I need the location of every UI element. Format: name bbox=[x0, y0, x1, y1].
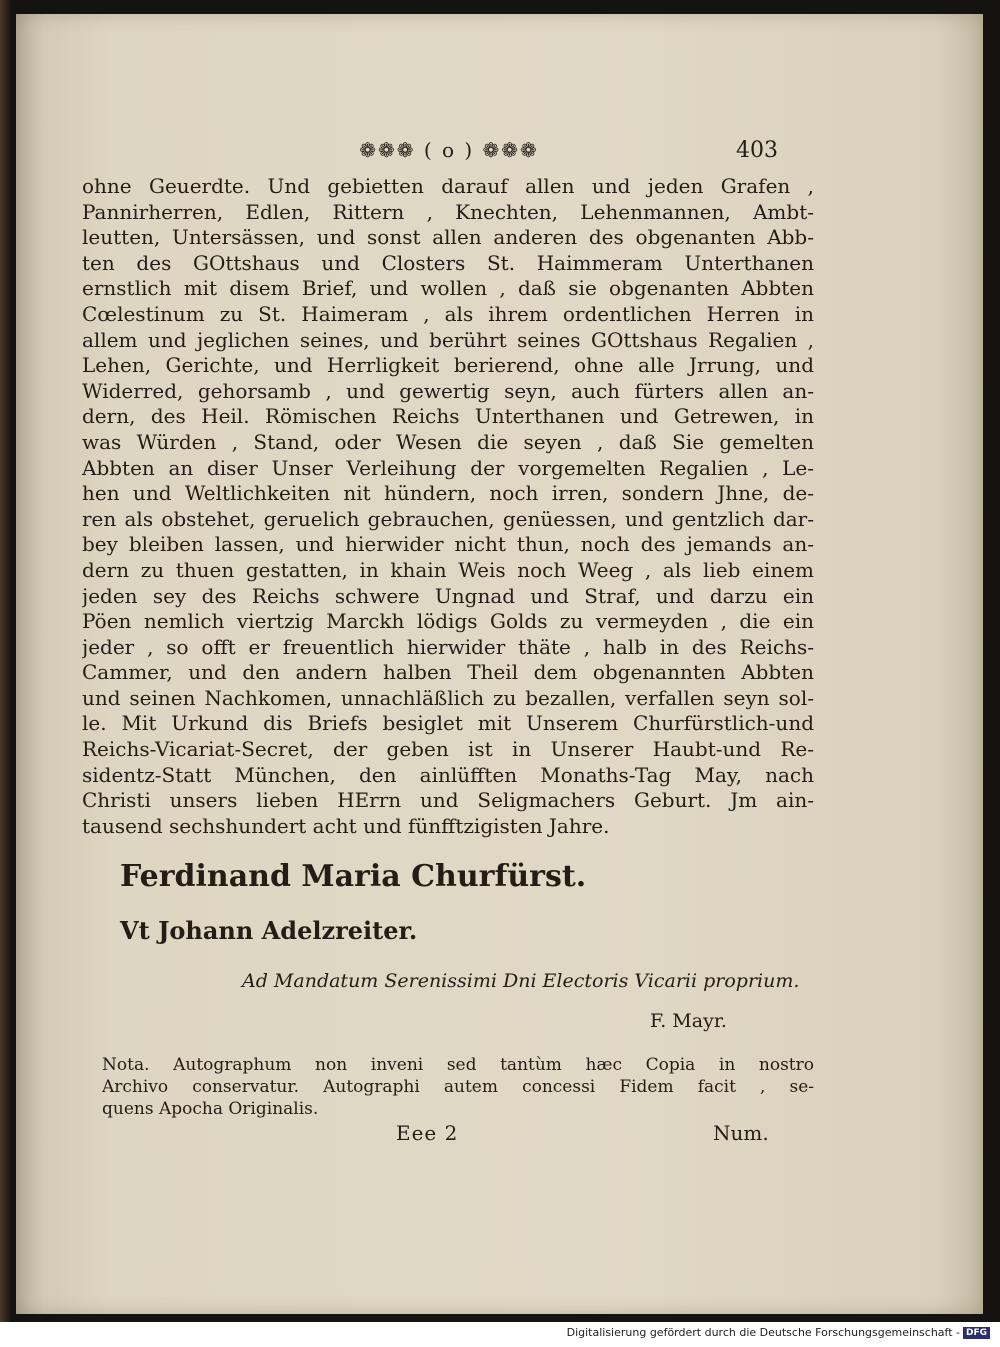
elector-signature: Ferdinand Maria Churfürst. bbox=[120, 859, 587, 894]
signature-mark: Eee 2 bbox=[396, 1121, 459, 1145]
mandate-line: Ad Mandatum Serenissimi Dni Electoris Vicarii proprium. bbox=[242, 970, 800, 992]
dfg-logo: DFG bbox=[963, 1327, 990, 1339]
text-line: dern, des Heil. Römischen Reichs Unterthanen und Getrewen, in bbox=[82, 404, 814, 429]
text-line: sidentz-Statt München, den ainlüfften Monaths-Tag May, nach bbox=[82, 762, 814, 787]
text-line: jeden sey des Reichs schwere Ungnad und Straf, und darzu ein bbox=[82, 583, 814, 608]
countersignature: Vt Johann Adelzreiter. bbox=[120, 916, 418, 945]
body-text bbox=[82, 174, 814, 839]
nota-line: Archivo conservatur. Autographi autem concessi Fidem facit , se- bbox=[102, 1077, 814, 1097]
text-line: jeder , so offt er freuentlich hierwider thäte , halb in des Reichs- bbox=[82, 634, 814, 659]
text-line: Abbten an diser Unser Verleihung der vorgemelten Regalien , Le- bbox=[82, 455, 814, 480]
text-line: Reichs-Vicariat-Secret, der geben ist in Unserer Haubt-und Re- bbox=[82, 737, 814, 762]
text-line: Lehen, Gerichte, und Herrligkeit berierend, ohne alle Jrrung, und bbox=[82, 353, 814, 378]
text-line: tausend sechshundert acht und fünfftzigisten Jahre. bbox=[82, 813, 610, 838]
nota-line: quens Apocha Originalis. bbox=[102, 1099, 319, 1119]
text-line: ohne Geuerdte. Und gebietten darauf allen und jeden Grafen , bbox=[82, 174, 814, 198]
book-page bbox=[16, 14, 983, 1314]
text-line: Cammer, und den andern halben Theil dem obgenannten Abbten bbox=[82, 660, 814, 685]
text-line: Cœlestinum zu St. Haimeram , als ihrem ordentlichen Herren in bbox=[82, 301, 814, 326]
text-line: ernstlich mit disem Brief, und wollen , daß sie obgenanten Abbten bbox=[82, 276, 814, 301]
footer-text: Digitalisierung gefördert durch die Deutsche Forschungsgemeinschaft - bbox=[566, 1326, 960, 1339]
text-line: bey bleiben lassen, und hierwider nicht thun, noch des jemands an- bbox=[82, 532, 814, 557]
text-line: dern zu thuen gestatten, in khain Weis noch Weeg , als lieb einem bbox=[82, 557, 814, 582]
text-line: ren als obstehet, geruelich gebrauchen, genüessen, und gentzlich dar- bbox=[82, 506, 814, 531]
text-line: ten des GOttshaus und Closters St. Haimmeram Unterthanen bbox=[82, 250, 814, 275]
nota-paragraph bbox=[102, 1054, 814, 1120]
text-line: Christi unsers lieben HErrn und Seligmachers Geburt. Jm ain- bbox=[82, 788, 814, 813]
digitization-footer bbox=[0, 1326, 990, 1344]
text-line: Pannirherren, Edlen, Rittern , Knechten, Lehenmannen, Ambt- bbox=[82, 199, 814, 224]
page-number: 403 bbox=[736, 138, 778, 163]
secretary-name: F. Mayr. bbox=[650, 1010, 727, 1032]
book-edge bbox=[0, 0, 10, 1322]
nota-line: Nota. Autographum non inveni sed tantùm hæc Copia in nostro bbox=[102, 1055, 814, 1075]
text-line: und seinen Nachkomen, unnachläßlich zu bezallen, verfallen seyn sol- bbox=[82, 685, 814, 710]
text-line: Pöen nemlich viertzig Marckh lödigs Golds zu vermeyden , die ein bbox=[82, 609, 814, 634]
header-ornament: ❁❁❁ ( o ) ❁❁❁ bbox=[359, 138, 539, 162]
text-line: leutten, Untersässen, und sonst allen anderen des obgenanten Abb- bbox=[82, 225, 814, 250]
text-line: was Würden , Stand, oder Wesen die seyen , daß Sie gemelten bbox=[82, 429, 814, 454]
text-line: hen und Weltlichkeiten nit hündern, noch irren, sondern Jhne, de- bbox=[82, 481, 814, 506]
text-line: allem und jeglichen seines, und berührt seines GOttshaus Regalien , bbox=[82, 327, 814, 352]
text-line: Widerred, gehorsamb , und gewertig seyn, auch fürters allen an- bbox=[82, 378, 814, 403]
catchword: Num. bbox=[713, 1121, 769, 1145]
text-line: le. Mit Urkund dis Briefs besiglet mit Unserem Churfürstlich-und bbox=[82, 711, 814, 736]
